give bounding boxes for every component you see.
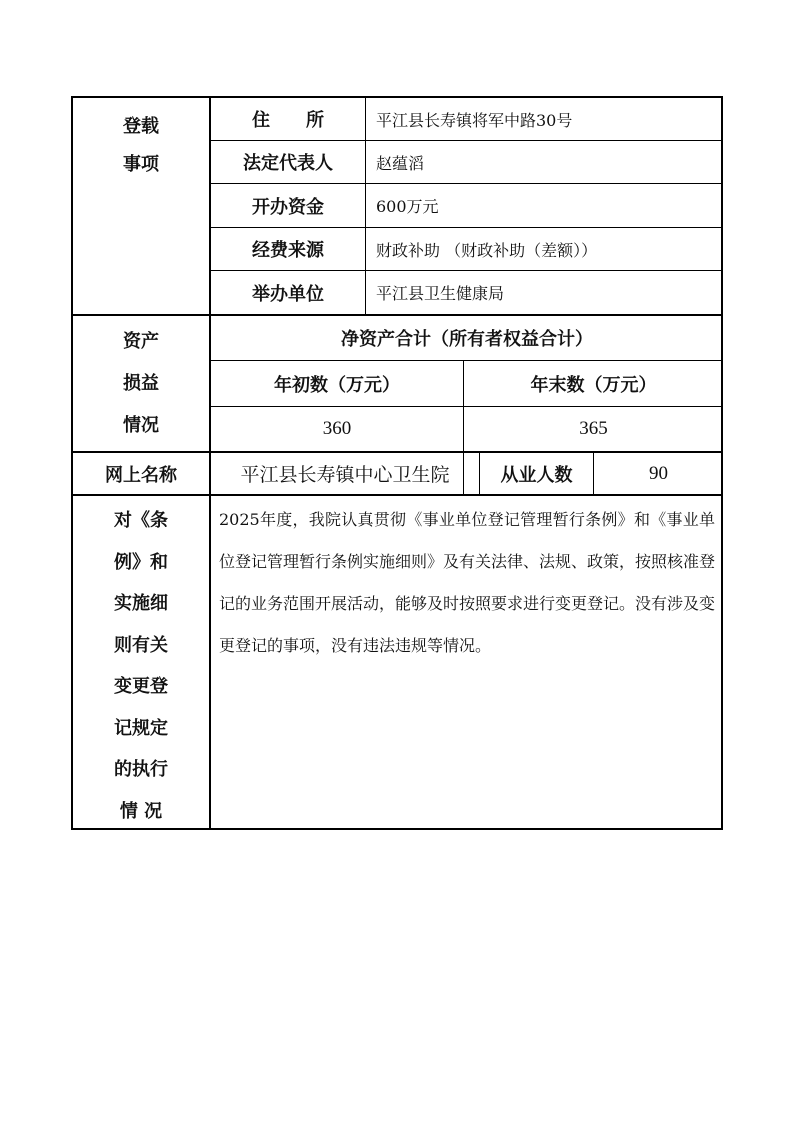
legal-rep-value: 赵蕴滔 bbox=[376, 153, 425, 173]
registered-items-label bbox=[73, 98, 209, 178]
address-value: 平江县长寿镇将军中路30号 bbox=[376, 110, 573, 130]
address-label: 住 所 bbox=[252, 110, 324, 131]
label-line: 的执行 bbox=[114, 759, 168, 780]
capital-value: 600万元 bbox=[376, 197, 439, 216]
online-name-value: 平江县长寿镇中心卫生院 bbox=[240, 464, 450, 486]
end-of-year-label: 年末数（万元） bbox=[530, 374, 657, 396]
funding-source-label: 经费来源 bbox=[252, 240, 324, 261]
label-line: 损益 bbox=[123, 372, 159, 394]
label-line: 变更登 bbox=[114, 676, 168, 697]
regulation-section-label bbox=[73, 496, 209, 830]
legal-rep-label: 法定代表人 bbox=[243, 153, 333, 174]
online-name-label: 网上名称 bbox=[105, 464, 177, 486]
label-line: 对《条 bbox=[114, 510, 168, 531]
regulation-compliance-text: 2025年度，我院认真贯彻《事业单位登记管理暂行条例》和《事业单位登记管理暂行条例实施细则》及有关法律、法规、政策，按照核准登记的业务范围开展活动，能够及时按照要求进行变更登记。没有涉及变更登记的事项，没有违法违规等情况。 bbox=[219, 510, 716, 655]
label-line: 资产 bbox=[123, 330, 159, 352]
funding-source-value: 财政补助 （财政补助（差额）） bbox=[376, 240, 598, 260]
label-line: 例》和 bbox=[114, 551, 168, 573]
sponsor-value: 平江县卫生健康局 bbox=[376, 284, 505, 303]
sponsor-label: 举办单位 bbox=[252, 283, 324, 305]
label-line: 情况 bbox=[123, 414, 159, 436]
label-line: 实施细 bbox=[114, 593, 168, 614]
net-assets-header: 净资产合计（所有者权益合计） bbox=[341, 329, 593, 350]
label-line: 登载 bbox=[123, 116, 159, 137]
label-line: 情 况 bbox=[119, 800, 163, 822]
staff-count-value: 90 bbox=[649, 462, 668, 484]
staff-count-label: 从业人数 bbox=[500, 464, 573, 486]
registration-table bbox=[71, 96, 723, 830]
begin-of-year-value: 360 bbox=[322, 418, 352, 439]
label-line: 记规定 bbox=[114, 717, 168, 739]
end-of-year-value: 365 bbox=[579, 418, 608, 439]
begin-of-year-label: 年初数（万元） bbox=[274, 374, 400, 396]
label-line: 则有关 bbox=[114, 634, 168, 656]
assets-section-label bbox=[73, 316, 209, 451]
label-line: 事项 bbox=[123, 154, 159, 175]
capital-label: 开办资金 bbox=[252, 196, 324, 218]
